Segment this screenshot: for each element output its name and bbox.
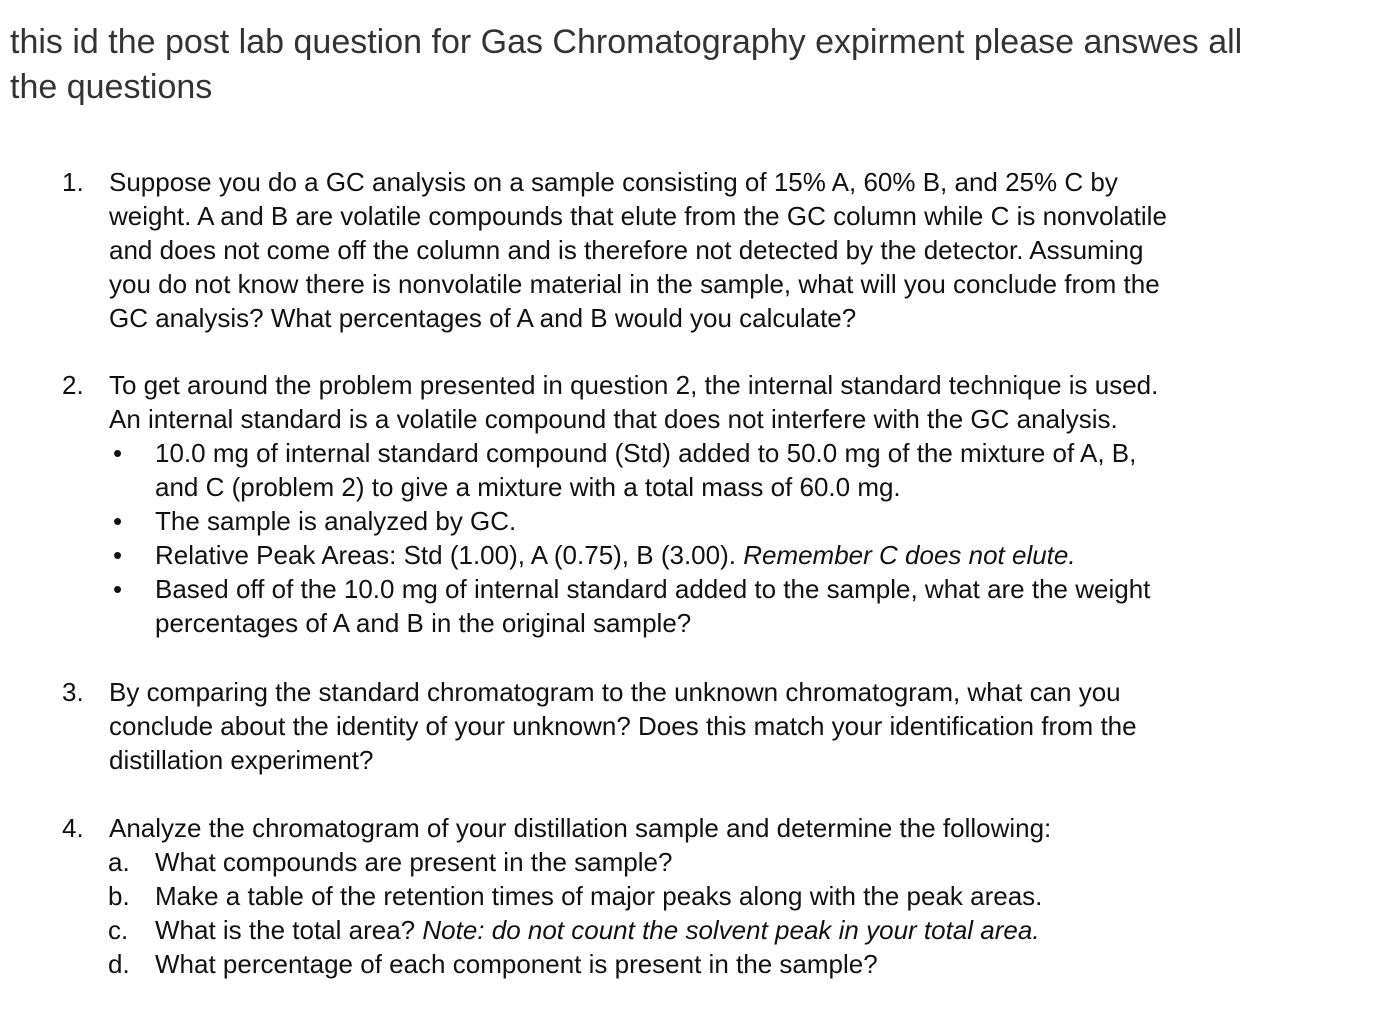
- question-number: 3.: [62, 677, 84, 707]
- question-3: [62, 675, 1362, 777]
- bullet-item: [113, 572, 1362, 606]
- question-text-line: To get around the problem presented in question 2, the internal standard technique is used.: [109, 370, 1159, 400]
- question-title: [10, 20, 1350, 110]
- title-line: the questions: [10, 68, 213, 106]
- bullet-item-continuation: [155, 470, 1362, 504]
- sub-question-letter: b.: [108, 881, 130, 911]
- sub-question-letter: d.: [108, 949, 130, 979]
- question-text-line: and does not come off the column and is therefore not detected by the detector. Assuming: [109, 235, 1144, 265]
- bullet-text-line: 10.0 mg of internal standard compound (Std) added to 50.0 mg of the mixture of A, B,: [155, 438, 1137, 468]
- question-text-line: you do not know there is nonvolatile material in the sample, what will you conclude from the: [109, 269, 1160, 299]
- sub-question-text: What is the total area?: [155, 915, 416, 945]
- question-text-line: Suppose you do a GC analysis on a sample consisting of 15% A, 60% B, and 25% C by: [109, 167, 1118, 197]
- sub-question-italic-note: Note: do not count the solvent peak in your total area.: [422, 915, 1040, 945]
- bullet-item: [113, 504, 1362, 538]
- question-4: [62, 811, 1362, 981]
- question-1: [62, 165, 1362, 335]
- bullet-text: Relative Peak Areas: Std (1.00), A (0.75), B (3.00).: [155, 540, 736, 570]
- bullet-item: [113, 538, 1362, 572]
- bullet-icon: •: [113, 438, 123, 468]
- bullet-icon: •: [113, 574, 123, 604]
- sub-question-c: [108, 913, 1362, 947]
- sub-question-letter: a.: [108, 847, 130, 877]
- question-number: 4.: [62, 813, 84, 843]
- question-text-line: weight. A and B are volatile compounds that elute from the GC column while C is nonvolatile: [109, 201, 1167, 231]
- bullet-item-continuation: [155, 606, 1362, 640]
- question-2: [62, 368, 1362, 640]
- bullet-text-line: and C (problem 2) to give a mixture with a total mass of 60.0 mg.: [155, 472, 901, 502]
- question-text-line: GC analysis? What percentages of A and B would you calculate?: [109, 303, 857, 333]
- bullet-item: [113, 436, 1362, 470]
- sub-question-text: What percentage of each component is present in the sample?: [155, 949, 878, 979]
- bullet-italic-note: Remember C does not elute.: [743, 540, 1076, 570]
- sub-question-b: [108, 879, 1362, 913]
- sub-question-a: [108, 845, 1362, 879]
- question-text-line: conclude about the identity of your unknown? Does this match your identification from the: [109, 711, 1137, 741]
- question-text-line: By comparing the standard chromatogram to the unknown chromatogram, what can you: [109, 677, 1121, 707]
- question-text-line: Analyze the chromatogram of your distillation sample and determine the following:: [109, 813, 1052, 843]
- bullet-text-line: Based off of the 10.0 mg of internal standard added to the sample, what are the weight: [155, 574, 1151, 604]
- question-number: 2.: [62, 370, 84, 400]
- bullet-icon: •: [113, 506, 123, 536]
- bullet-icon: •: [113, 540, 123, 570]
- bullet-text-line: percentages of A and B in the original sample?: [155, 608, 692, 638]
- question-number: 1.: [62, 167, 84, 197]
- question-text-line: distillation experiment?: [109, 745, 374, 775]
- sub-question-d: [108, 947, 1362, 981]
- sub-question-letter: c.: [108, 915, 129, 945]
- question-text-line: An internal standard is a volatile compound that does not interfere with the GC analysis.: [109, 404, 1118, 434]
- sub-question-text: What compounds are present in the sample?: [155, 847, 673, 877]
- title-line: this id the post lab question for Gas Chromatography expirment please answes all: [10, 23, 1243, 61]
- bullet-text-line: The sample is analyzed by GC.: [155, 506, 517, 536]
- sub-question-text: Make a table of the retention times of major peaks along with the peak areas.: [155, 881, 1043, 911]
